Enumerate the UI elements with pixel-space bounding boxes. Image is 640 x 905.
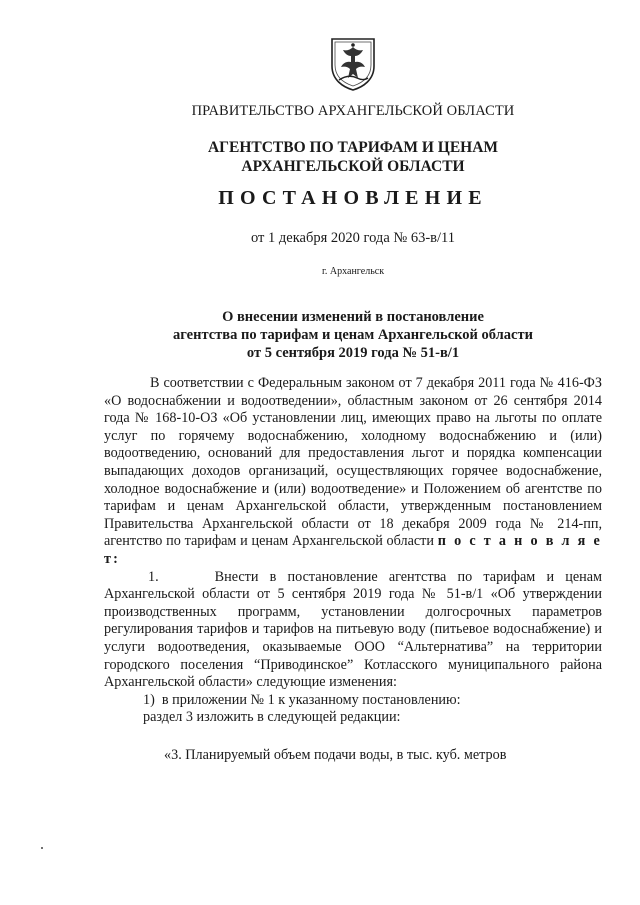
item-1-paragraph: 1. Внести в постановление агентства по тарифам и ценам Архангельской области от 5 сентября 2019 года № 51-в/1 «Об утверждении производственных программ, установлении долгосрочных параметров регулирования тарифов и тарифов на питьевую воду (питьевое водоснабжение) и услуги водоотведения, оказываемые ООО “Альтернатива” на территории городского поселения “Приводинское” Котласского муниципального района Архангельской области» следующие изменения:	[104, 568, 602, 691]
document-body	[104, 375, 602, 764]
section-3-quote: «3. Планируемый объем подачи воды, в тыс. куб. метров	[164, 746, 507, 763]
document-type-title: ПОСТАНОВЛЕНИЕ	[218, 187, 488, 209]
subject-line2: агентства по тарифам и ценам Архангельской области	[173, 327, 533, 343]
subject-line3: от 5 сентября 2019 года № 51-в/1	[246, 345, 460, 361]
agency-name	[0, 138, 640, 176]
decree-word: п о с т а н о в л я е т:	[104, 533, 602, 567]
agency-name-line1: АГЕНТСТВО ПО ТАРИФАМ И ЦЕНАМ	[207, 139, 499, 156]
subject-line1: О внесении изменений в постановление	[222, 309, 484, 325]
government-name: ПРАВИТЕЛЬСТВО АРХАНГЕЛЬСКОЙ ОБЛАСТИ	[191, 103, 515, 119]
document-date-number: от 1 декабря 2020 года № 63-в/11	[251, 230, 455, 246]
preamble-paragraph	[104, 375, 602, 569]
agency-name-line2: АРХАНГЕЛЬСКОЙ ОБЛАСТИ	[241, 158, 465, 175]
section-3-instruction: раздел 3 изложить в следующей редакции:	[143, 709, 401, 726]
subitem-1-paragraph: 1) в приложении № 1 к указанному постановлению:	[143, 691, 461, 708]
document-subject	[0, 308, 640, 362]
coat-of-arms-icon	[329, 36, 377, 92]
document-city: г. Архангельск	[321, 266, 385, 277]
preamble-text: В соответствии с Федеральным законом от 7 декабря 2011 года № 416-ФЗ «О водоснабжении и водоотведении», областным законом от 26 сентября 2014 года № 168-10-ОЗ «Об установлении лиц, имеющих право на льготы по оплате услуг по горячему водоснабжению, холодному водоснабжению и (или) водоотведению, оснований для предоставления льгот и порядка компенсации выпадающих доходов организаций, осуществляющих горячее водоснабжение, холодное водоснабжение и (или) водоотведение» и Положением об агентстве по тарифам и ценам Архангельской области, утвержденным постановлением Правительства Архангельской области от 18 декабря 2009 года № 214-пп, агентство по тарифам и ценам Архангельской области	[104, 375, 602, 550]
scan-speck	[41, 847, 43, 849]
